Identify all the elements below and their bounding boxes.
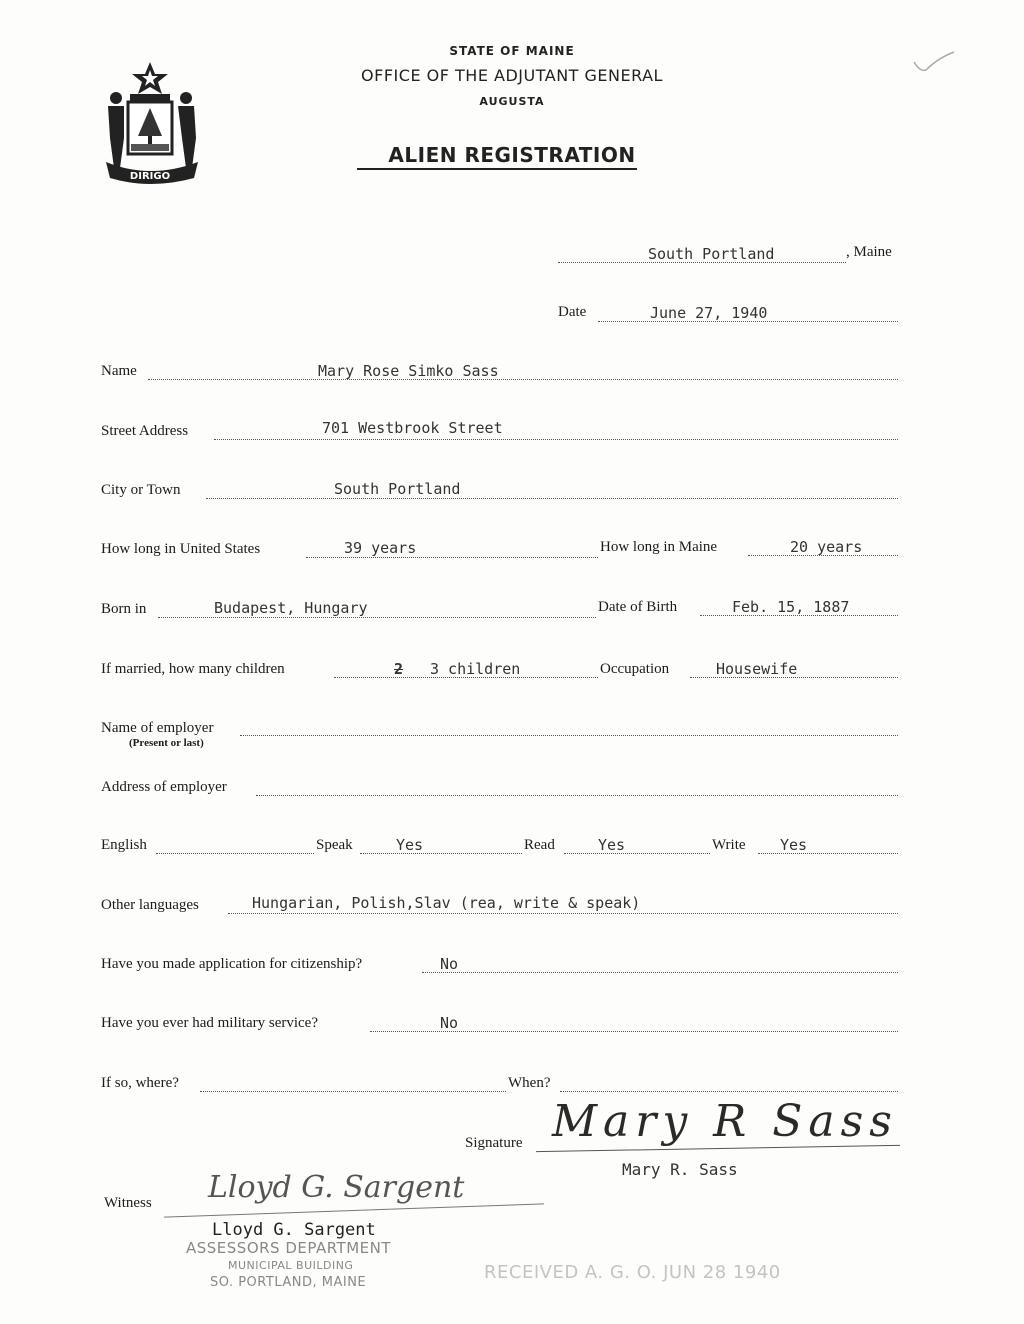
header-office: OFFICE OF THE ADJUTANT GENERAL [361, 66, 663, 85]
born-in-value[interactable]: Budapest, Hungary [214, 599, 368, 617]
other-languages-value[interactable]: Hungarian, Polish,Slav (rea, write & speak) [252, 894, 641, 912]
check-mark-icon [910, 48, 960, 76]
speak-label: Speak [316, 837, 353, 853]
header-city: AUGUSTA [479, 95, 545, 108]
date-value[interactable]: June 27, 1940 [650, 304, 768, 322]
name-line [148, 379, 898, 380]
military-value[interactable]: No [440, 1014, 459, 1032]
children-struck: 2 [394, 660, 404, 678]
title-underline [357, 168, 637, 170]
how-long-us-line [306, 557, 598, 558]
how-long-us-value[interactable]: 39 years [344, 539, 417, 557]
children-label: If married, how many children [101, 661, 285, 677]
date-label: Date [558, 304, 587, 320]
write-line [758, 853, 898, 854]
how-long-us-label: How long in United States [101, 541, 261, 557]
other-languages-line [228, 913, 898, 914]
when-line [560, 1091, 898, 1092]
citizenship-line [422, 972, 898, 973]
how-long-maine-value[interactable]: 20 years [790, 538, 863, 556]
employer-address-line [256, 795, 898, 796]
dob-value[interactable]: Feb. 15, 1887 [732, 598, 850, 616]
children-value[interactable]: 3 children [430, 660, 521, 678]
name-value[interactable]: Mary Rose Simko Sass [318, 362, 499, 380]
witness-typed: Lloyd G. Sargent [212, 1220, 376, 1240]
employer-line [240, 735, 898, 736]
citizenship-label: Have you made application for citizenship? [101, 956, 363, 972]
speak-line [360, 853, 522, 854]
city-label: City or Town [101, 482, 181, 498]
born-in-label: Born in [101, 601, 147, 617]
employer-address-label: Address of employer [101, 779, 227, 795]
when-label: When? [508, 1075, 551, 1091]
assessors-stamp-line3: SO. PORTLAND, MAINE [210, 1275, 367, 1290]
city-line [206, 498, 898, 499]
read-label: Read [524, 837, 555, 853]
how-long-maine-label: How long in Maine [600, 539, 718, 555]
write-label: Write [712, 837, 746, 853]
name-label: Name [101, 363, 137, 379]
employer-label: Name of employer [101, 720, 214, 736]
header-state: STATE OF MAINE [449, 44, 575, 58]
assessors-stamp-line2: MUNICIPAL BUILDING [228, 1259, 354, 1272]
assessors-stamp-line1: ASSESSORS DEPARTMENT [186, 1239, 392, 1257]
received-stamp: RECEIVED A. G. O. JUN 28 1940 [484, 1262, 781, 1283]
english-label: English [101, 837, 147, 853]
seal-motto: DIRIGO [129, 171, 171, 182]
where-label: If so, where? [101, 1075, 179, 1091]
witness-label: Witness [104, 1195, 152, 1211]
write-value[interactable]: Yes [780, 836, 808, 854]
citizenship-value[interactable]: No [440, 955, 459, 973]
where-line [200, 1091, 506, 1092]
street-value[interactable]: 701 Westbrook Street [322, 419, 503, 437]
speak-value[interactable]: Yes [396, 836, 424, 854]
military-label: Have you ever had military service? [101, 1015, 318, 1031]
signature-typed: Mary R. Sass [622, 1160, 738, 1179]
street-label: Street Address [101, 423, 189, 439]
born-in-line [158, 617, 596, 618]
employer-sublabel: (Present or last) [129, 737, 204, 749]
occupation-value[interactable]: Housewife [716, 660, 798, 678]
witness-stroke [164, 1203, 544, 1217]
signature-label: Signature [465, 1135, 523, 1151]
signature-handwritten[interactable]: Mary R Sass [552, 1096, 898, 1147]
other-languages-label: Other languages [101, 897, 199, 913]
location-suffix: , Maine [846, 244, 892, 260]
occupation-label: Occupation [600, 661, 670, 677]
location-value[interactable]: South Portland [648, 245, 775, 263]
english-line [156, 853, 314, 854]
witness-handwritten[interactable]: Lloyd G. Sargent [208, 1170, 465, 1205]
dob-label: Date of Birth [598, 599, 678, 615]
form-title: ALIEN REGISTRATION [388, 143, 636, 167]
street-line [214, 439, 898, 440]
read-line [564, 853, 710, 854]
city-value[interactable]: South Portland [334, 480, 461, 498]
read-value[interactable]: Yes [598, 836, 626, 854]
